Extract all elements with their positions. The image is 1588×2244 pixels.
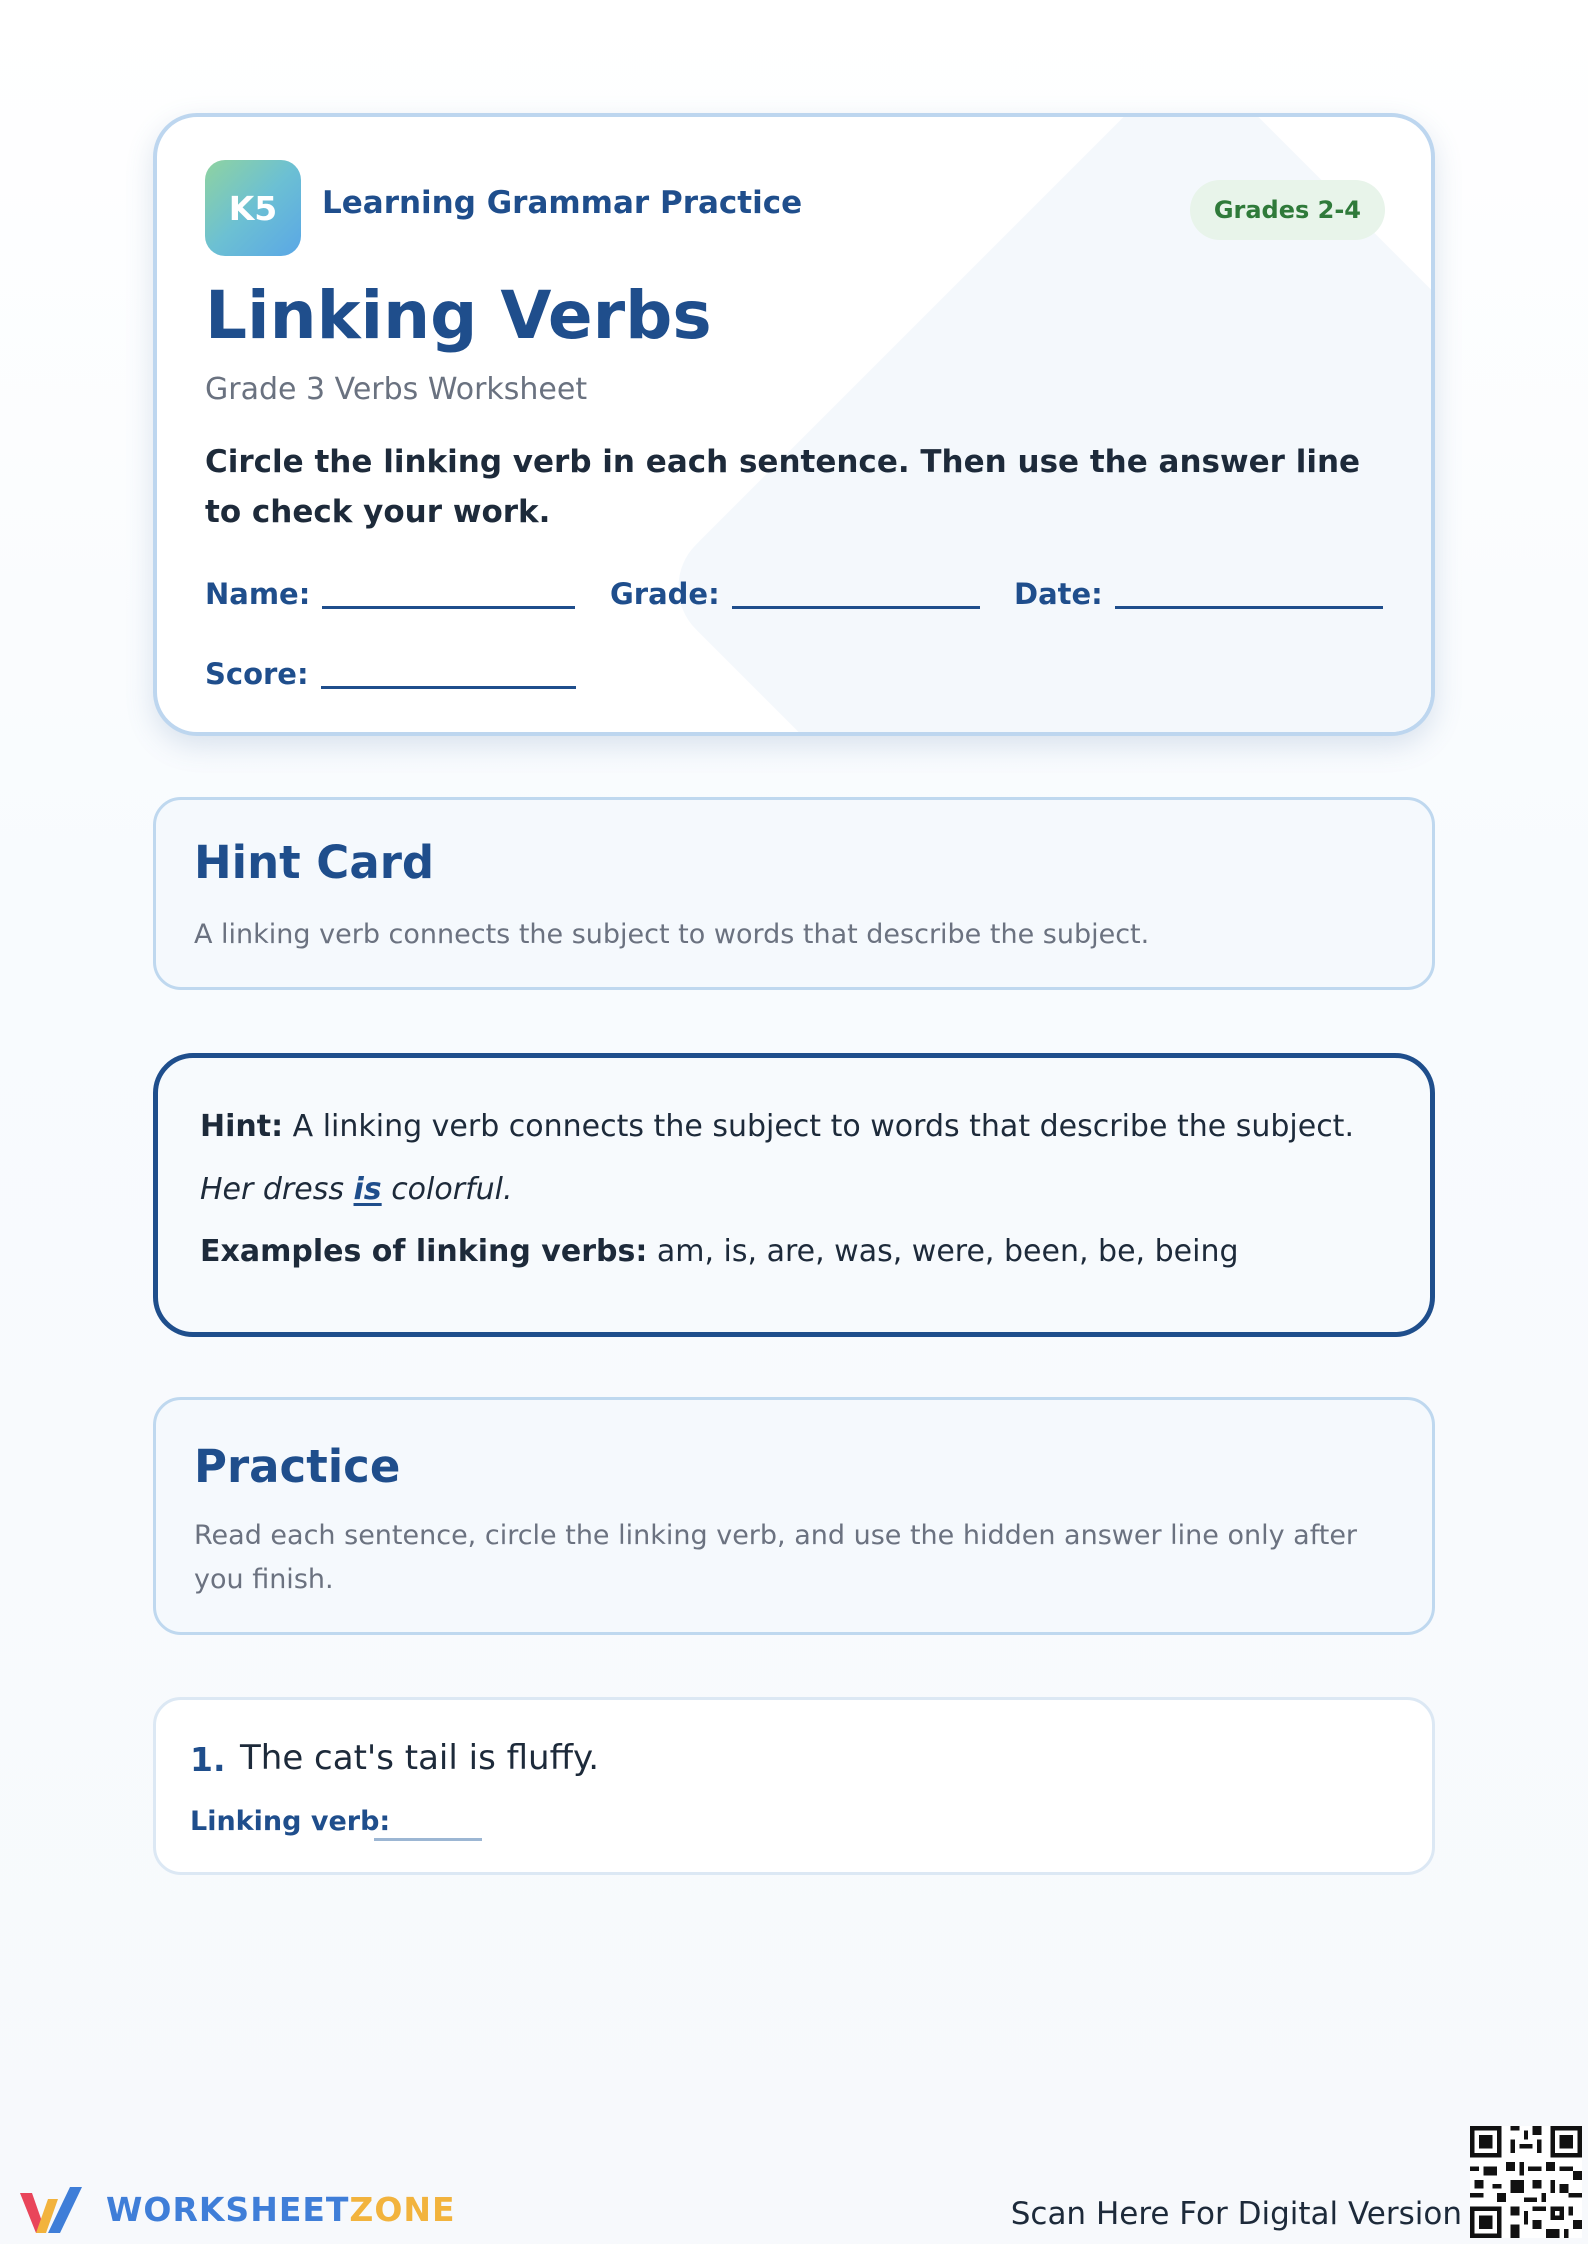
name-line[interactable] bbox=[322, 606, 575, 609]
date-line[interactable] bbox=[1115, 606, 1383, 609]
page-title: Linking Verbs bbox=[205, 277, 712, 354]
grade-line[interactable] bbox=[732, 606, 980, 609]
answer-label: Linking verb: bbox=[190, 1806, 391, 1837]
examples-list bbox=[200, 1234, 1239, 1269]
name-label: Name: bbox=[205, 577, 311, 611]
score-line[interactable] bbox=[321, 686, 576, 689]
hint-text: A linking verb connects the subject to words that describe the subject. bbox=[283, 1109, 1354, 1144]
qr-code-icon[interactable] bbox=[1470, 2126, 1582, 2238]
example-sentence bbox=[200, 1172, 513, 1207]
date-field[interactable] bbox=[1014, 577, 1383, 611]
hint-card bbox=[153, 797, 1435, 990]
grade-level-badge: Grades 2-4 bbox=[1190, 180, 1385, 240]
grade-field[interactable] bbox=[610, 577, 980, 611]
examples-label: Examples of linking verbs: bbox=[200, 1234, 648, 1269]
brand-title: Learning Grammar Practice bbox=[322, 185, 803, 221]
score-label: Score: bbox=[205, 657, 309, 691]
example-after: colorful. bbox=[381, 1172, 513, 1207]
worksheetzone-logo-icon bbox=[18, 2185, 94, 2237]
grade-label: Grade: bbox=[610, 577, 720, 611]
name-field[interactable] bbox=[205, 577, 575, 611]
question-sentence: The cat's tail is fluffy. bbox=[240, 1738, 600, 1778]
example-linking-verb: is bbox=[353, 1172, 382, 1207]
practice-heading: Practice bbox=[194, 1440, 401, 1493]
page-subtitle: Grade 3 Verbs Worksheet bbox=[205, 372, 588, 407]
footer-brand-part2: ZONE bbox=[349, 2190, 456, 2229]
question-card bbox=[153, 1697, 1435, 1875]
hint-card-heading: Hint Card bbox=[194, 836, 435, 889]
instructions-text: Circle the linking verb in each sentence. Then use the answer line to check your work. bbox=[205, 444, 1361, 530]
footer-brand-part1: WORKSHEET bbox=[106, 2190, 350, 2229]
footer-brand bbox=[106, 2190, 456, 2229]
hint-box bbox=[153, 1053, 1435, 1337]
hint-label: Hint: bbox=[200, 1109, 284, 1144]
score-field[interactable] bbox=[205, 657, 576, 691]
question-number: 1. bbox=[190, 1740, 226, 1779]
practice-text: Read each sentence, circle the linking verb, and use the hidden answer line only after you finish. bbox=[194, 1520, 1358, 1595]
examples-text: am, is, are, was, were, been, be, being bbox=[647, 1234, 1239, 1269]
date-label: Date: bbox=[1014, 577, 1103, 611]
example-before: Her dress bbox=[200, 1172, 354, 1207]
scan-text: Scan Here For Digital Version bbox=[1010, 2196, 1462, 2232]
hint-definition bbox=[200, 1109, 1354, 1144]
answer-line[interactable] bbox=[374, 1838, 482, 1841]
hint-card-text: A linking verb connects the subject to words that describe the subject. bbox=[194, 919, 1150, 950]
k5-badge: K5 bbox=[205, 160, 301, 256]
practice-card bbox=[153, 1397, 1435, 1635]
worksheet-header-card bbox=[153, 113, 1435, 736]
